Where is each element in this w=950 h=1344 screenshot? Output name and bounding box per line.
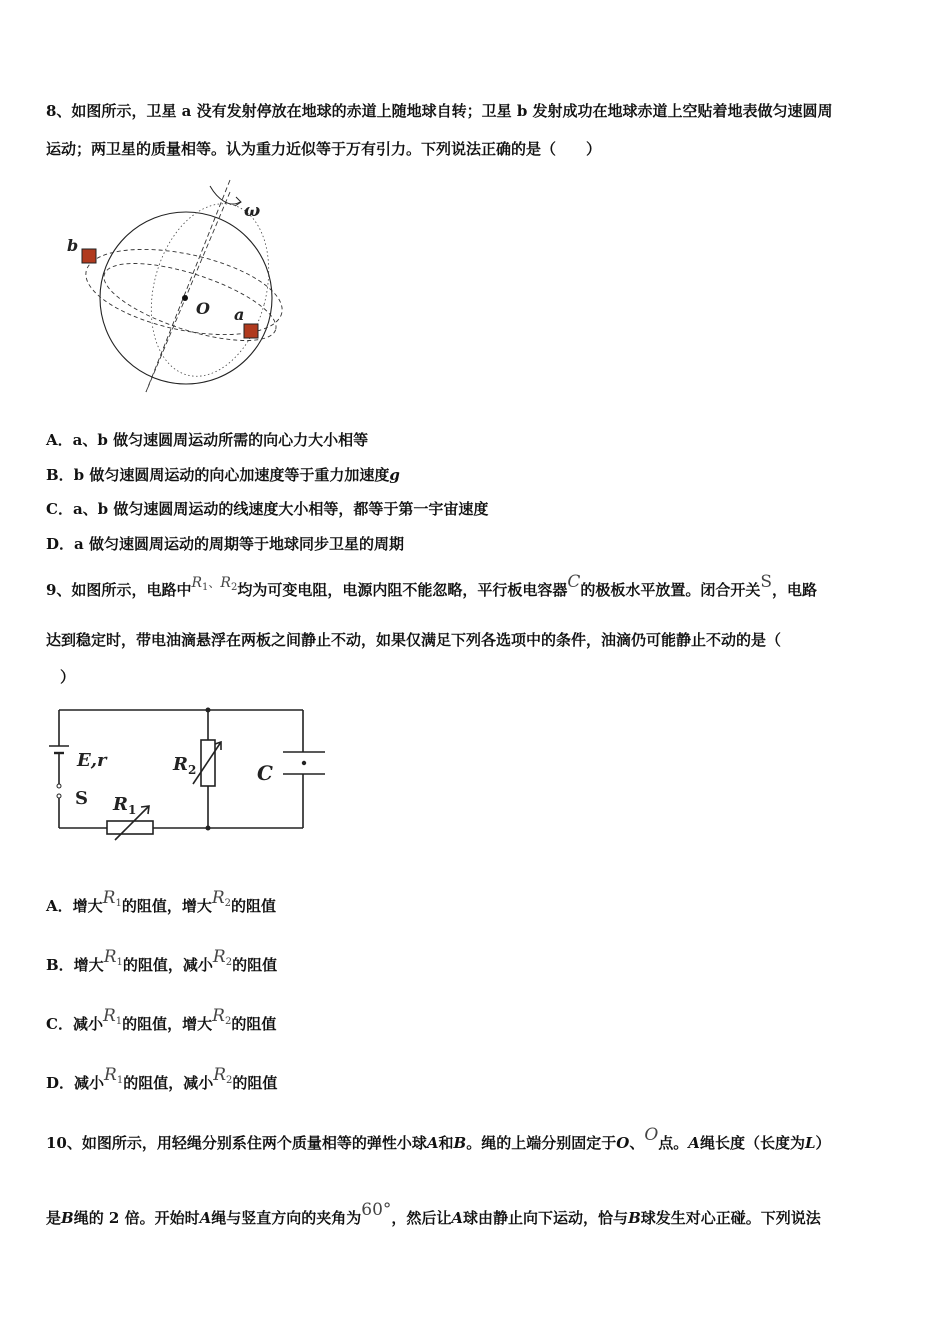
capacitor-label: C <box>257 761 273 785</box>
q9-option-d: D．减小$R_1$的阻值，减小$R_2$的阻值 <box>46 1065 278 1092</box>
q9-stem-line2: 达到稳定时，带电油滴悬浮在两板之间静止不动，如果仅满足下列各选项中的条件，油滴仍可能静止不动的是（ <box>46 631 782 649</box>
rotation-arrow <box>210 186 240 204</box>
earth-meridian <box>133 191 287 390</box>
q8-option-a: A．a、b 做匀速圆周运动所需的向心力大小相等 <box>46 431 369 449</box>
q9-stem-line1: 9、如图所示，电路中$R_1^、R_2$均为可变电阻，电源内阻不能忽略，平行板电容器C的极板水平放置。闭合开关S，电路 <box>46 572 818 599</box>
q9-option-c: C．减小$R_1$的阻值，增大$R_2$的阻值 <box>46 1006 277 1033</box>
satellite-a-label: a <box>234 305 245 324</box>
satellite-b <box>82 249 96 263</box>
satellite-b-label: b <box>67 236 79 255</box>
q8-option-c: C．a、b 做匀速圆周运动的线速度大小相等，都等于第一宇宙速度 <box>46 500 489 518</box>
q10-stem-line2: 是B绳的 2 倍。开始时A绳与竖直方向的夹角为60°，然后让A球由静止向下运动，恰与B球发生对心正碰。下列说法 <box>46 1200 821 1227</box>
r1-label: $R_1$ <box>113 794 137 817</box>
omega-label: ω <box>244 201 261 221</box>
satellite-a <box>244 324 258 338</box>
q8-option-b: B．b 做匀速圆周运动的向心加速度等于重力加速度g <box>46 466 400 484</box>
earth-center <box>182 295 188 301</box>
equator-orbit <box>96 248 284 357</box>
r2-label: $R_2$ <box>173 754 197 777</box>
q9-option-a: A．增大$R_1$的阻值，增大$R_2$的阻值 <box>46 888 277 915</box>
battery-label: E,r <box>77 750 107 771</box>
switch-label: S <box>75 788 88 809</box>
q9-option-b: B．增大$R_1$的阻值，减小$R_2$的阻值 <box>46 947 278 974</box>
center-label-o: O <box>196 299 210 318</box>
q8-satellite-figure <box>60 180 300 400</box>
q8-stem-line2: 运动；两卫星的质量相等。认为重力近似等于万有引力。下列说法正确的是（ ） <box>46 140 602 158</box>
q8-option-d: D．a 做匀速圆周运动的周期等于地球同步卫星的周期 <box>46 535 404 553</box>
q8-stem-line1: 8、如图所示，卫星 a 没有发射停放在地球的赤道上随地球自转；卫星 b 发射成功在地球赤道上空贴着地表做匀速圆周 <box>46 102 833 120</box>
q9-stem-line3: ） <box>60 668 76 686</box>
q9-circuit-figure <box>45 700 345 840</box>
q10-stem-line1: 10、如图所示，用轻绳分别系住两个质量相等的弹性小球A和B。绳的上端分别固定于O、O点。A绳长度（长度为L） <box>46 1125 831 1152</box>
